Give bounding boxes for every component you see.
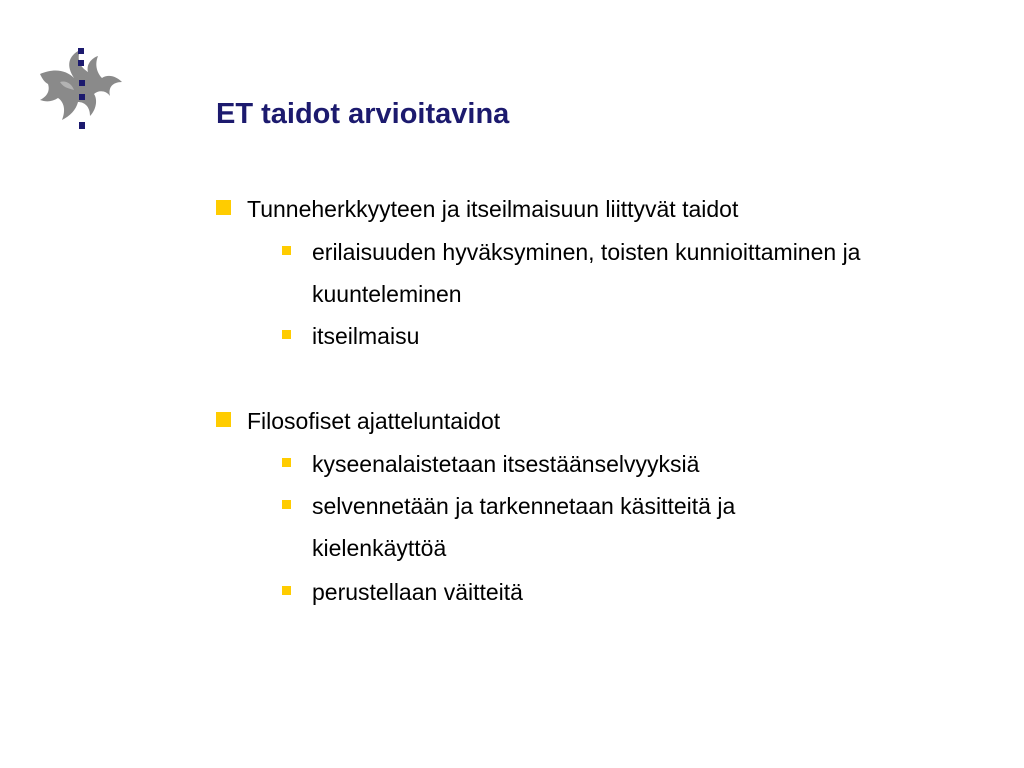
small-square-bullet-icon — [282, 330, 291, 339]
square-bullet-icon — [216, 412, 231, 427]
small-square-bullet-icon — [282, 246, 291, 255]
section-heading-text: Tunneherkkyyteen ja itseilmaisuun liittyvät taidot — [247, 196, 739, 222]
small-square-bullet-icon — [282, 500, 291, 509]
square-bullet-icon — [216, 200, 231, 215]
list-item-text: itseilmaisu — [312, 323, 420, 349]
section-heading-text: Filosofiset ajatteluntaidot — [247, 408, 501, 434]
list-item — [282, 485, 982, 569]
list-item-text: erilaisuuden hyväksyminen, toisten kunnioittaminen ja kuunteleminen — [312, 239, 861, 307]
list-item — [282, 231, 982, 315]
small-square-bullet-icon — [282, 586, 291, 595]
list-item-text: selvennetään ja tarkennetaan käsitteitä ja kielenkäyttöä — [312, 493, 736, 561]
list-item — [282, 443, 982, 485]
small-square-bullet-icon — [282, 458, 291, 467]
list-item — [282, 315, 982, 357]
slide-title: ET taidot arvioitavina — [216, 98, 510, 130]
university-flame-logo-icon — [36, 44, 126, 136]
list-item-text: kyseenalaistetaan itsestäänselvyyksiä — [312, 451, 700, 477]
list-item — [282, 571, 982, 613]
list-item-text: perustellaan väitteitä — [312, 579, 523, 605]
